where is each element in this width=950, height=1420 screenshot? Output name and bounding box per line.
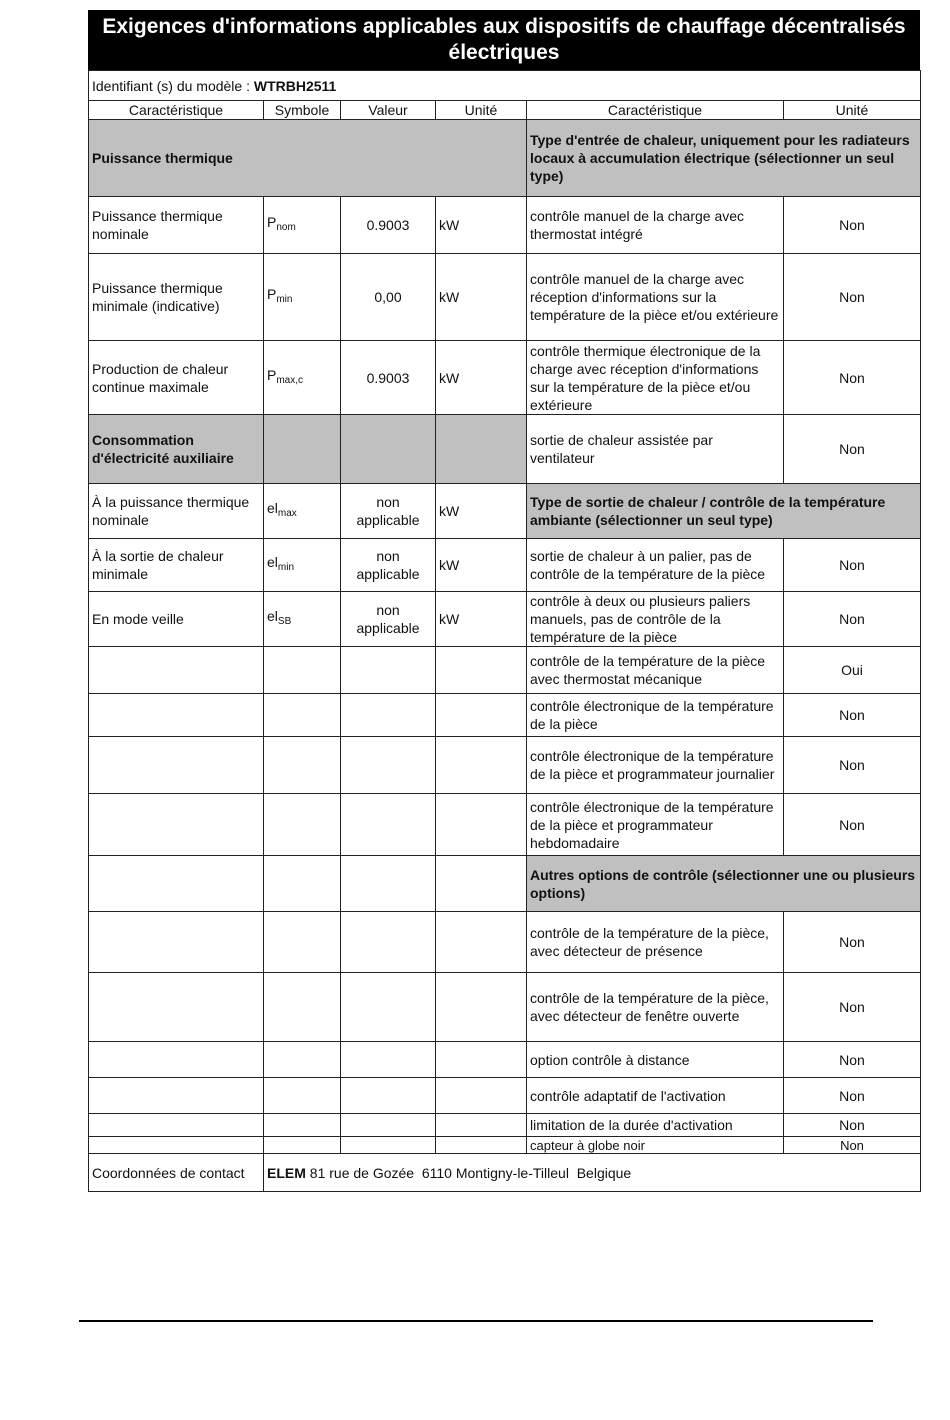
header-value: Valeur: [341, 101, 436, 120]
row-label-right: contrôle de la température de la pièce avec thermostat mécanique: [527, 647, 784, 694]
empty-cell: [89, 694, 264, 737]
header-unit-right: Unité: [784, 101, 921, 120]
section-heading-heat-output: Type de sortie de chaleur / contrôle de la température ambiante (sélectionner un seul type): [527, 484, 921, 539]
row-label-right: contrôle de la température de la pièce, avec détecteur de présence: [527, 912, 784, 973]
row-symbol: $P_{min}$: [264, 254, 341, 341]
model-label: Identifiant (s) du modèle :: [92, 77, 254, 94]
row-label-right: limitation de la durée d'activation: [527, 1114, 784, 1137]
row-label-right: sortie de chaleur assistée par ventilateur: [527, 415, 784, 484]
empty-cell: [89, 737, 264, 794]
empty-cell: [341, 912, 436, 973]
row-label-right: contrôle thermique électronique de la charge avec réception d'informations sur la température de la pièce et/ou extérieure: [527, 341, 784, 415]
row-value-right: Non: [784, 1042, 921, 1078]
row-label-right: contrôle manuel de la charge avec réception d'informations sur la température de la pièce et/ou extérieure: [527, 254, 784, 341]
row-label: Production de chaleur continue maximale: [89, 341, 264, 415]
row-label: En mode veille: [89, 592, 264, 647]
row-label-right: contrôle électronique de la température de la pièce et programmateur hebdomadaire: [527, 794, 784, 856]
row-label-right: contrôle à deux ou plusieurs paliers manuels, pas de contrôle de la température de la pièce: [527, 592, 784, 647]
empty-cell: [436, 1137, 527, 1154]
table-row: [89, 120, 921, 197]
row-label-right: contrôle manuel de la charge avec thermostat intégré: [527, 197, 784, 254]
table-row: [89, 592, 921, 647]
empty-cell: [341, 1137, 436, 1154]
row-value-right: Non: [784, 539, 921, 592]
table-row: [89, 1137, 921, 1154]
row-value-right: Oui: [784, 647, 921, 694]
row-symbol: $el_{max}$: [264, 484, 341, 539]
empty-cell: [264, 1078, 341, 1114]
empty-cell: [436, 1114, 527, 1137]
header-unit: Unité: [436, 101, 527, 120]
row-value-right: Non: [784, 341, 921, 415]
table-row: [89, 197, 921, 254]
empty-cell: [341, 1042, 436, 1078]
row-value-right: Non: [784, 912, 921, 973]
empty-cell: [436, 912, 527, 973]
empty-cell: [264, 415, 341, 484]
empty-cell: [436, 1042, 527, 1078]
empty-cell: [89, 856, 264, 912]
row-label-right: capteur à globe noir: [527, 1137, 784, 1154]
section-heading-aux-consumption: Consommation d'électricité auxiliaire: [89, 415, 264, 484]
empty-cell: [341, 415, 436, 484]
empty-cell: [264, 647, 341, 694]
empty-cell: [436, 973, 527, 1042]
empty-cell: [436, 694, 527, 737]
section-heading-thermal-power: Puissance thermique: [89, 120, 527, 197]
contact-company: ELEM: [267, 1164, 306, 1181]
empty-cell: [89, 1114, 264, 1137]
empty-cell: [264, 1137, 341, 1154]
row-value-right: Non: [784, 973, 921, 1042]
empty-cell: [89, 1137, 264, 1154]
row-value: 0,00: [341, 254, 436, 341]
empty-cell: [89, 794, 264, 856]
table-row: [89, 1042, 921, 1078]
row-value-right: Non: [784, 794, 921, 856]
header-row: [89, 101, 921, 120]
row-value: non applicable: [341, 592, 436, 647]
empty-cell: [436, 647, 527, 694]
table-row: [89, 1078, 921, 1114]
row-value-right: Non: [784, 254, 921, 341]
row-value-right: Non: [784, 1078, 921, 1114]
row-label-right: contrôle électronique de la température de la pièce: [527, 694, 784, 737]
row-label: À la sortie de chaleur minimale: [89, 539, 264, 592]
table-row: [89, 912, 921, 973]
row-label: Puissance thermique nominale: [89, 197, 264, 254]
table-row: [89, 694, 921, 737]
empty-cell: [341, 856, 436, 912]
row-value-right: Non: [784, 737, 921, 794]
empty-cell: [264, 737, 341, 794]
empty-cell: [436, 1078, 527, 1114]
empty-cell: [264, 1114, 341, 1137]
empty-cell: [89, 973, 264, 1042]
table-row: [89, 415, 921, 484]
table-row: [89, 856, 921, 912]
row-symbol: $P_{max,c}$: [264, 341, 341, 415]
row-label: À la puissance thermique nominale: [89, 484, 264, 539]
empty-cell: [89, 1042, 264, 1078]
section-heading-heat-input: Type d'entrée de chaleur, uniquement pour les radiateurs locaux à accumulation électrique (sélectionner un seul type): [527, 120, 921, 197]
document-title: Exigences d'informations applicables aux dispositifs de chauffage décentralisés électriques: [88, 10, 920, 70]
contact-address: 81 rue de Gozée 6110 Montigny-le-Tilleul Belgique: [305, 1164, 632, 1181]
row-value-right: Non: [784, 197, 921, 254]
row-value-right: Non: [784, 592, 921, 647]
row-value: non applicable: [341, 539, 436, 592]
row-label-right: contrôle adaptatif de l'activation: [527, 1078, 784, 1114]
row-value-right: Non: [784, 1114, 921, 1137]
row-unit: kW: [436, 341, 527, 415]
row-label-right: contrôle de la température de la pièce, avec détecteur de fenêtre ouverte: [527, 973, 784, 1042]
model-id: WTRBH2511: [253, 77, 337, 94]
row-value: non applicable: [341, 484, 436, 539]
empty-cell: [436, 737, 527, 794]
empty-cell: [341, 973, 436, 1042]
table-row: [89, 484, 921, 539]
table-row: [89, 647, 921, 694]
empty-cell: [89, 647, 264, 694]
contact-label: Coordonnées de contact: [89, 1154, 264, 1192]
header-characteristic: Caractéristique: [89, 101, 264, 120]
header-characteristic-right: Caractéristique: [527, 101, 784, 120]
row-symbol: $el_{SB}$: [264, 592, 341, 647]
table-row: [89, 973, 921, 1042]
table-row: [89, 341, 921, 415]
row-value: 0.9003: [341, 341, 436, 415]
empty-cell: [264, 973, 341, 1042]
table-row: [89, 254, 921, 341]
table-row: [89, 1114, 921, 1137]
empty-cell: [341, 694, 436, 737]
empty-cell: [341, 737, 436, 794]
empty-cell: [436, 856, 527, 912]
row-label-right: contrôle électronique de la température de la pièce et programmateur journalier: [527, 737, 784, 794]
row-unit: kW: [436, 539, 527, 592]
row-label-right: option contrôle à distance: [527, 1042, 784, 1078]
empty-cell: [264, 794, 341, 856]
info-requirements-table: [88, 70, 921, 1192]
row-unit: kW: [436, 592, 527, 647]
empty-cell: [341, 1114, 436, 1137]
row-label: Puissance thermique minimale (indicative): [89, 254, 264, 341]
row-unit: kW: [436, 484, 527, 539]
empty-cell: [89, 912, 264, 973]
model-row: [89, 71, 921, 101]
empty-cell: [264, 912, 341, 973]
row-symbol: $el_{min}$: [264, 539, 341, 592]
empty-cell: [264, 856, 341, 912]
footer-divider: [79, 1320, 873, 1322]
row-unit: kW: [436, 197, 527, 254]
empty-cell: [341, 647, 436, 694]
contact-row: [89, 1154, 921, 1192]
empty-cell: [89, 1078, 264, 1114]
table-row: [89, 794, 921, 856]
empty-cell: [436, 415, 527, 484]
table-row: [89, 539, 921, 592]
row-value-right: Non: [784, 415, 921, 484]
header-symbol: Symbole: [264, 101, 341, 120]
empty-cell: [436, 794, 527, 856]
table-row: [89, 737, 921, 794]
row-value-right: Non: [784, 694, 921, 737]
section-heading-other-options: Autres options de contrôle (sélectionner une ou plusieurs options): [527, 856, 921, 912]
empty-cell: [341, 794, 436, 856]
row-unit: kW: [436, 254, 527, 341]
contact-details: [264, 1154, 921, 1192]
empty-cell: [264, 694, 341, 737]
row-value: 0.9003: [341, 197, 436, 254]
empty-cell: [264, 1042, 341, 1078]
empty-cell: [341, 1078, 436, 1114]
row-symbol: $P_{nom}$: [264, 197, 341, 254]
row-label-right: sortie de chaleur à un palier, pas de contrôle de la température de la pièce: [527, 539, 784, 592]
row-value-right: Non: [784, 1137, 921, 1154]
